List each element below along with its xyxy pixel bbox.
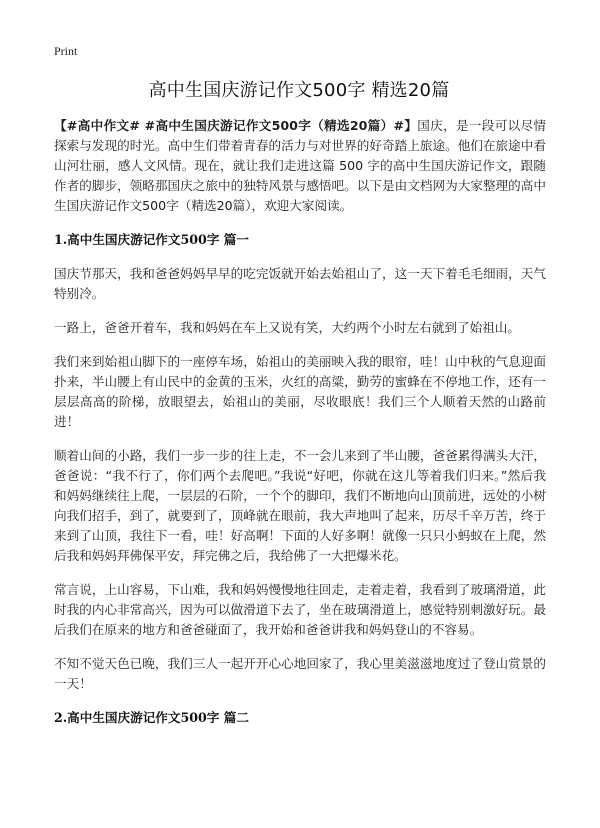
section1-paragraph-4: 顺着山间的小路，我们一步一步的往上走，不一会儿来到了半山腰，爸爸累得满头大汗，爸爸说：“我不行了，你们两个去爬吧。”我说“好吧，你就在这儿等着我们归来。”然后我和妈妈继续往上爬，一层层的石阶，一个个的脚印，我们不断地向山顶前进，远处的小树向我们招手，到了，就要到了，顶峰就在眼前，我大声地叫了起来，历尽千辛万苦，终于来到了山顶，我往下一看，哇！好高啊！下面的人好多啊！就像一只只小蚂蚁在上爬，然后我和妈妈拜佛保平安，拜完佛之后，我给佛了一大把爆米花。 [54,448,546,563]
intro-paragraph [54,116,546,216]
intro-text: 国庆，是一段可以尽情探索与发现的时光。高中生们带着青春的活力与对世界的好奇踏上旅途。他们在旅途中看山河壮丽，感人文风情。现在，就让我们走进这篇 500 字的高中生国庆游记作文，跟随作者的脚步，领略那国庆之旅中的独特风景与感悟吧。以下是由文档网为大家整理的高中生国庆游记作文500字（精选20篇），欢迎大家阅读。 [54,118,546,213]
section-heading-1: 1.高中生国庆游记作文500字 篇一 [54,232,249,247]
section1-paragraph-1: 国庆节那天，我和爸爸妈妈早早的吃完饭就开始去始祖山了，这一天下着毛毛细雨，天气特别冷。 [54,266,546,301]
print-link[interactable]: Print [54,44,78,58]
section1-paragraph-3: 我们来到始祖山脚下的一座停车场，始祖山的美丽映入我的眼帘，哇！山中秋的气息迎面扑来，半山腰上有山民中的金黄的玉米，火红的高粱，勤劳的蜜蜂在不停地工作，还有一层层高高的阶梯，放眼望去，始祖山的美丽，尽收眼底！我们三个人顺着天然的山路前进！ [54,354,546,429]
section1-paragraph-2: 一路上，爸爸开着车，我和妈妈在车上又说有笑，大约两个小时左右就到了始祖山。 [54,320,520,335]
intro-tag: 【#高中作文# #高中生国庆游记作文500字（精选20篇）#】 [54,118,418,133]
page-title: 高中生国庆游记作文500字 精选20篇 [148,80,450,101]
section1-paragraph-5: 常言说，上山容易，下山难，我和妈妈慢慢地往回走，走着走着，我看到了玻璃滑道，此时我的内心非常高兴，因为可以做滑道下去了，坐在玻璃滑道上，感觉特别刺激好玩。最后我们在原来的地方和爸爸碰面了，我开始和爸爸讲我和妈妈登山的不容易。 [54,582,546,637]
section1-paragraph-6: 不知不觉天色已晚，我们三人一起开开心心地回家了，我心里美滋滋地度过了登山赏景的一天！ [54,656,546,691]
section-heading-2: 2.高中生国庆游记作文500字 篇二 [54,710,249,725]
article-body [54,116,546,742]
